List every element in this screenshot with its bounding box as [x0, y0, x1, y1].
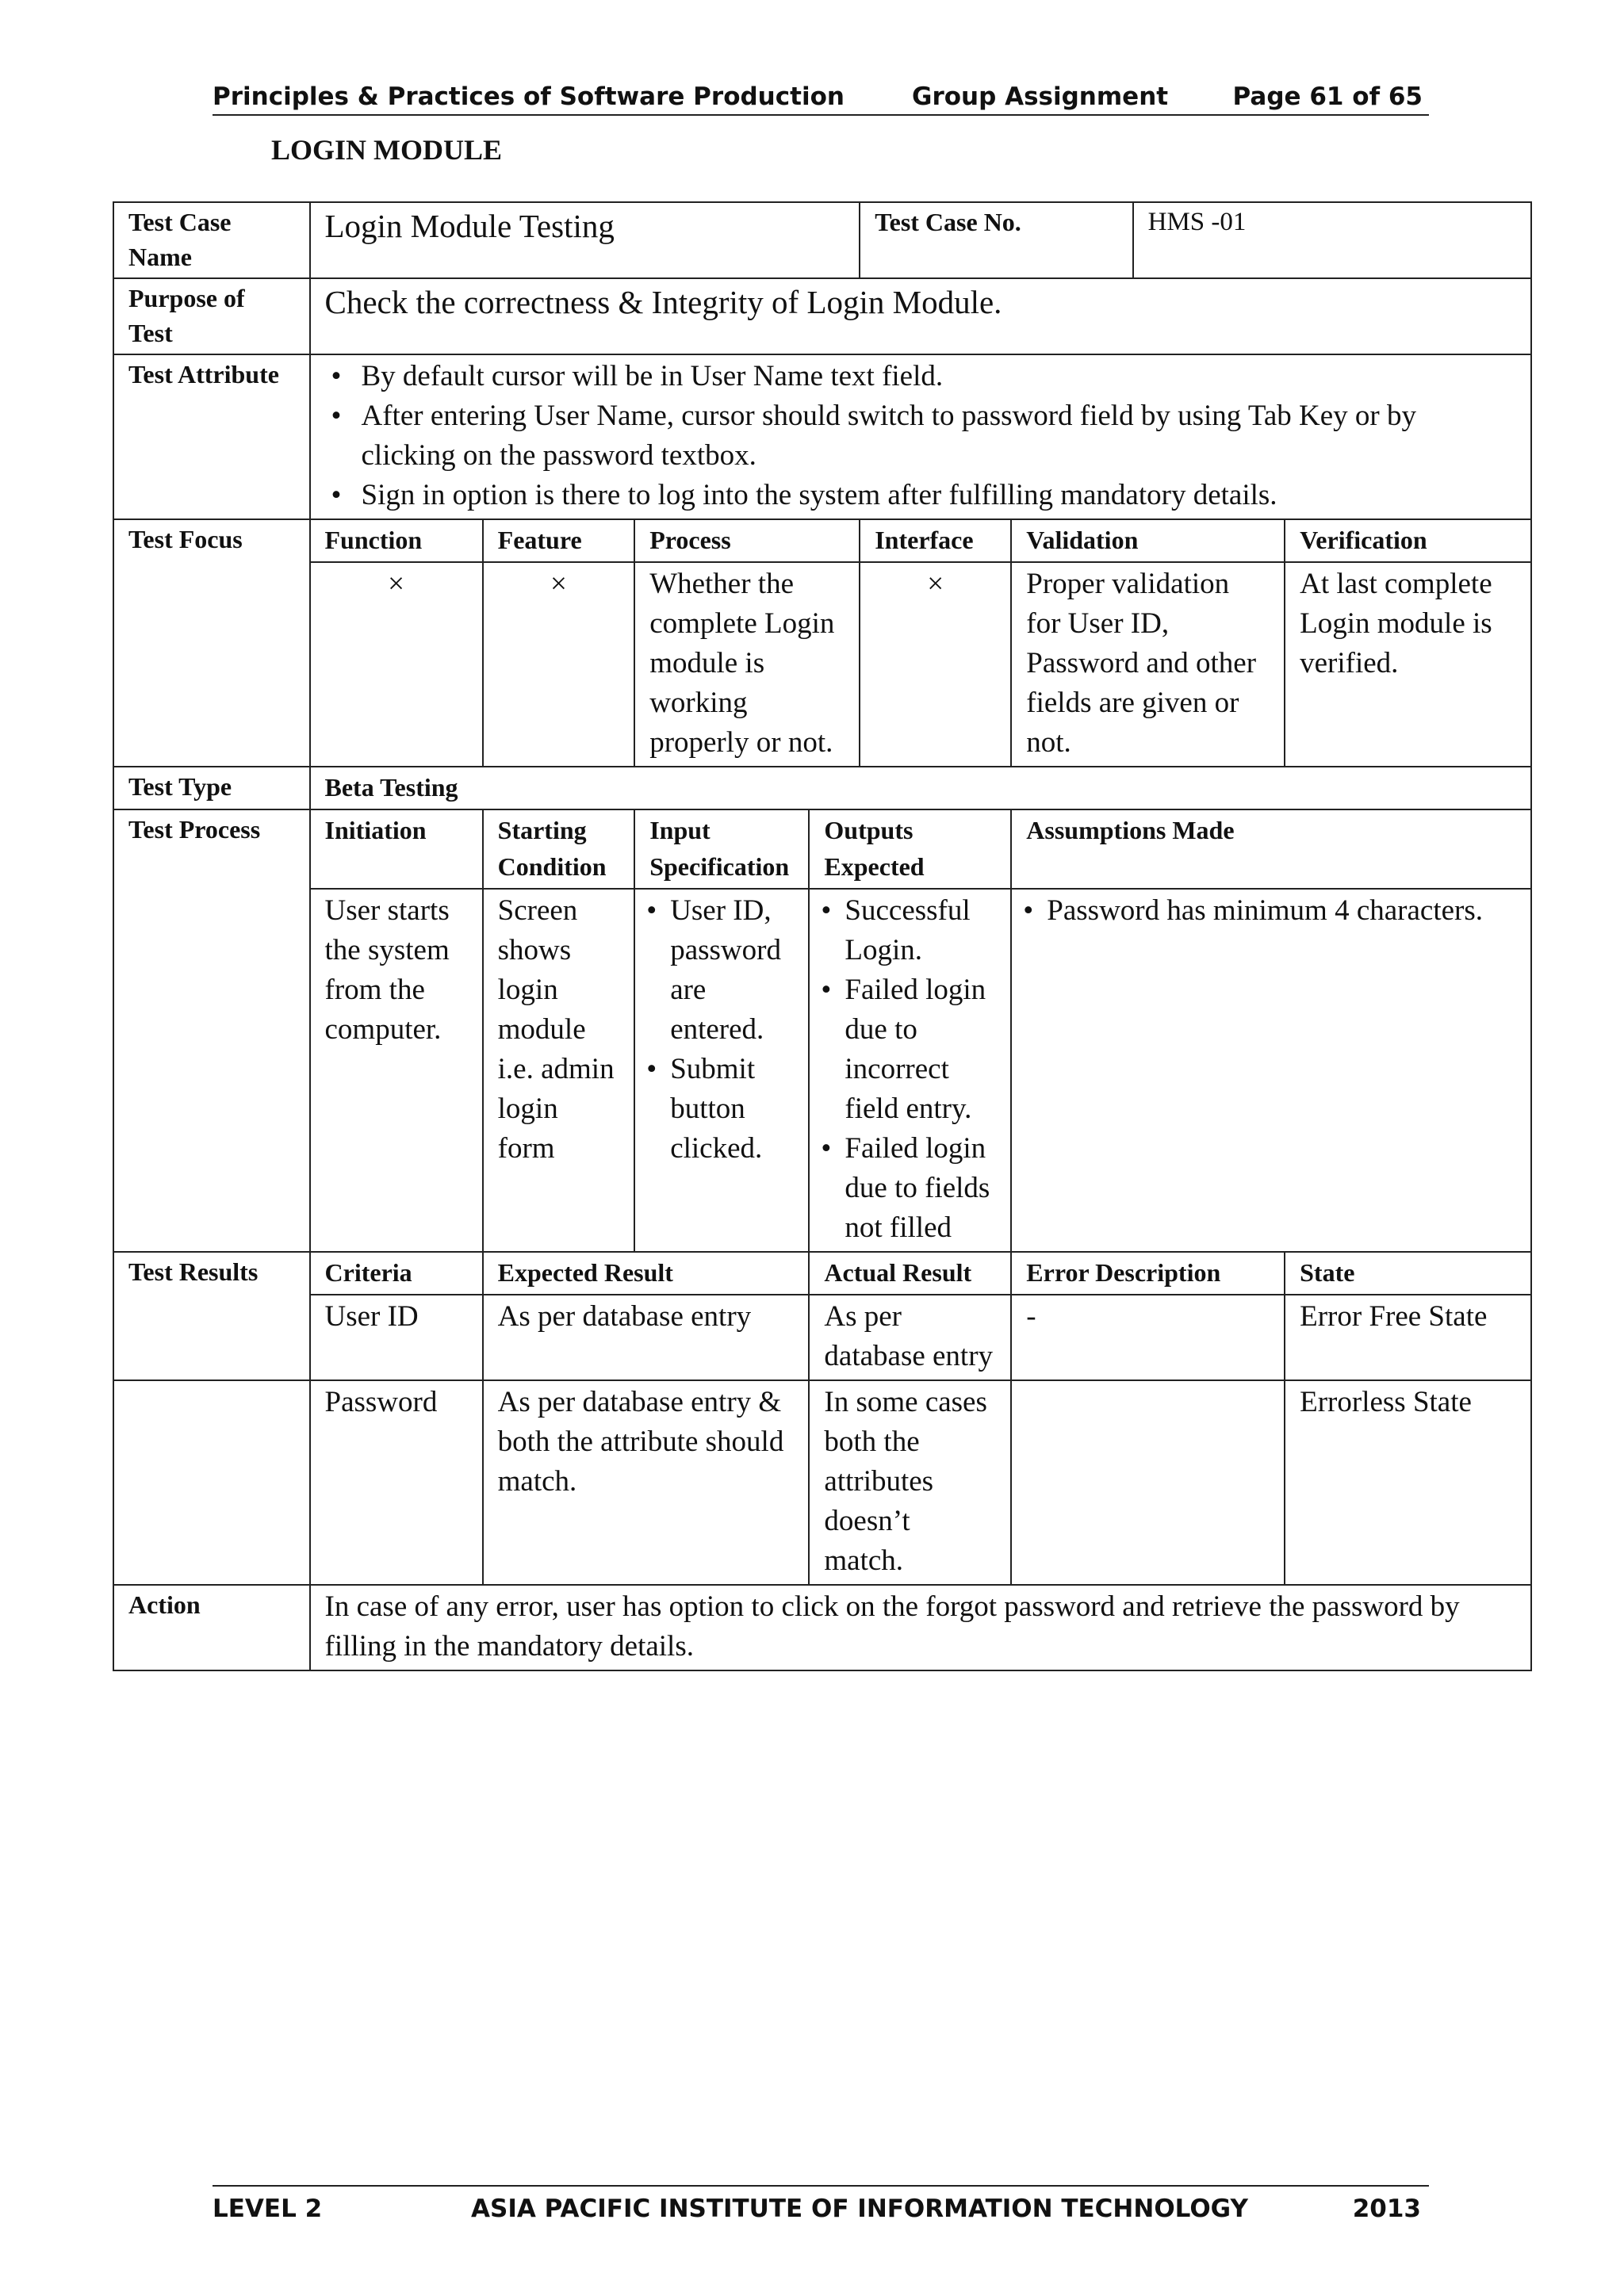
header-page-number: Page 61 of 65: [1232, 82, 1423, 111]
assumption-item: • Password has minimum 4 characters.: [1023, 891, 1516, 931]
input-spec-item: • Submit button clicked.: [646, 1050, 802, 1169]
result-actual: In some cases both the attributes doesn’t match.: [809, 1380, 1011, 1585]
test-type-value: Beta Testing: [310, 767, 1532, 809]
result-expected: As per database entry & both the attribute should match.: [483, 1380, 810, 1585]
attribute-item: • By default cursor will be in User Name text field.: [325, 357, 1517, 396]
output-item: • Failed login due to fields not filled: [821, 1129, 1004, 1248]
row-test-results-header: [113, 1252, 1531, 1295]
label-test-type: Test Type: [113, 767, 310, 809]
footer-institute: ASIA PACIFIC INSTITUTE OF INFORMATION TECHNOLOGY: [471, 2195, 1248, 2223]
attribute-item: • After entering User Name, cursor should switch to password field by using Tab Key or by clicking on the password textbox.: [325, 396, 1517, 476]
focus-header-interface: Interface: [860, 519, 1011, 562]
test-case-name-value: Login Module Testing: [310, 202, 860, 278]
table-row: [113, 1295, 1531, 1380]
focus-feature-mark: ×: [483, 562, 635, 767]
label-test-case-no: Test Case No.: [860, 202, 1132, 278]
row-test-attribute: [113, 354, 1531, 519]
label-purpose: Purpose of Test: [113, 278, 310, 354]
process-header-input-specification: Input Specification: [634, 809, 809, 889]
label-test-process: Test Process: [113, 809, 310, 1252]
header-course: Principles & Practices of Software Production: [213, 82, 845, 111]
process-input-spec-list: [634, 889, 809, 1252]
process-header-outputs-expected: Outputs Expected: [809, 809, 1011, 889]
focus-verification-value: At last complete Login module is verified.: [1285, 562, 1531, 767]
page-footer: [213, 2185, 1429, 2226]
input-spec-item: • User ID, password are entered.: [646, 891, 802, 1050]
result-error: [1011, 1380, 1285, 1585]
results-header-criteria: Criteria: [310, 1252, 483, 1295]
row-test-type: [113, 767, 1531, 809]
label-test-attribute: Test Attribute: [113, 354, 310, 519]
row-test-process-values: [113, 889, 1531, 1252]
action-value: In case of any error, user has option to click on the forgot password and retrieve the password by filling in the mandatory details.: [310, 1585, 1532, 1670]
result-actual: As per database entry: [809, 1295, 1011, 1380]
process-outputs-list: [809, 889, 1011, 1252]
focus-validation-value: Proper validation for User ID, Password and other fields are given or not.: [1011, 562, 1285, 767]
table-row: [113, 1380, 1531, 1585]
result-state: Errorless State: [1285, 1380, 1531, 1585]
label-test-results: Test Results: [113, 1252, 310, 1380]
focus-header-process: Process: [634, 519, 860, 562]
row-purpose: [113, 278, 1531, 354]
header-assignment: Group Assignment: [912, 82, 1169, 111]
process-assumptions-list: [1011, 889, 1531, 1252]
focus-header-function: Function: [310, 519, 483, 562]
process-header-assumptions: Assumptions Made: [1011, 809, 1531, 889]
process-header-initiation: Initiation: [310, 809, 483, 889]
purpose-value: Check the correctness & Integrity of Login Module.: [310, 278, 1532, 354]
result-error: -: [1011, 1295, 1285, 1380]
label-test-focus: Test Focus: [113, 519, 310, 767]
result-criteria: Password: [310, 1380, 483, 1585]
row-test-case-name: [113, 202, 1531, 278]
process-initiation-value: User starts the system from the computer.: [310, 889, 483, 1252]
test-case-no-value: HMS -01: [1133, 202, 1531, 278]
row-test-focus-header: [113, 519, 1531, 562]
focus-function-mark: ×: [310, 562, 483, 767]
result-state: Error Free State: [1285, 1295, 1531, 1380]
section-title: LOGIN MODULE: [271, 134, 503, 166]
results-header-actual: Actual Result: [809, 1252, 1011, 1295]
row-action: [113, 1585, 1531, 1670]
row-test-process-header: [113, 809, 1531, 889]
results-header-error: Error Description: [1011, 1252, 1285, 1295]
focus-header-verification: Verification: [1285, 519, 1531, 562]
label-action: Action: [113, 1585, 310, 1670]
focus-process-value: Whether the complete Login module is working properly or not.: [634, 562, 860, 767]
test-case-table: [113, 201, 1532, 1671]
label-test-case-name: Test Case Name: [113, 202, 310, 278]
test-attribute-list: [310, 354, 1532, 519]
result-criteria: User ID: [310, 1295, 483, 1380]
footer-year: 2013: [1352, 2195, 1421, 2223]
focus-header-feature: Feature: [483, 519, 635, 562]
process-starting-condition-value: Screen shows login module i.e. admin login form: [483, 889, 635, 1252]
page-header: [213, 76, 1429, 116]
results-header-state: State: [1285, 1252, 1531, 1295]
row-test-focus-values: [113, 562, 1531, 767]
output-item: • Successful Login.: [821, 891, 1004, 970]
footer-level: LEVEL 2: [213, 2195, 323, 2223]
focus-header-validation: Validation: [1011, 519, 1285, 562]
attribute-item: • Sign in option is there to log into the system after fulfilling mandatory details.: [325, 476, 1517, 515]
result-expected: As per database entry: [483, 1295, 810, 1380]
results-empty-label-cell: [113, 1380, 310, 1585]
process-header-starting-condition: Starting Condition: [483, 809, 635, 889]
output-item: • Failed login due to incorrect field entry.: [821, 970, 1004, 1129]
results-header-expected: Expected Result: [483, 1252, 810, 1295]
focus-interface-mark: ×: [860, 562, 1011, 767]
